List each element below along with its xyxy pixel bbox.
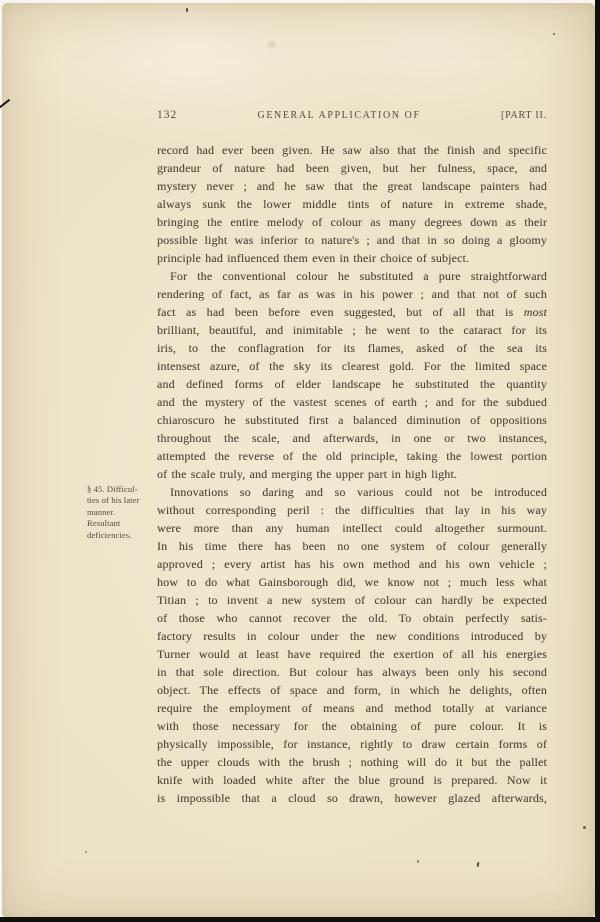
text-segment: intensest azure, of the sky its clearest gold. For the limited space	[157, 359, 547, 373]
text-segment: iris, to the conflagration for its flames, asked of the sea its	[157, 341, 547, 355]
text-line	[157, 501, 547, 519]
text-segment: without corresponding peril : the difficulties that lay in his way	[157, 503, 547, 517]
text-segment: chiaroscuro he substituted first a balanced diminution of oppositions	[157, 413, 547, 427]
text-segment: For the conventional colour he substituted a pure straightforward	[170, 269, 547, 283]
text-segment: approved ; every artist has his own method and his own vehicle ;	[157, 557, 547, 571]
text-line	[157, 411, 547, 429]
text-segment: brilliant, beautiful, and inimitable ; he went to the cataract for its	[157, 323, 547, 337]
text-segment: of the scale truly, and merging the upper part in high light.	[157, 467, 458, 481]
text-segment: in that sole direction. But colour has always been only his second	[157, 665, 547, 679]
text-segment: Titian ; to invent a new system of colour can hardly be expected	[157, 593, 547, 607]
text-line	[157, 339, 547, 357]
text-line	[157, 249, 547, 267]
page-number: 132	[157, 109, 178, 121]
text-segment: and the mystery of the vastest scenes of earth ; and for the subdued	[157, 395, 547, 409]
text-segment: attempted the reverse of the old principle, taking the lowest portion	[157, 449, 547, 463]
text-line	[157, 465, 547, 483]
margin-note-line: ties of his later	[87, 495, 140, 506]
text-line	[157, 771, 547, 789]
margin-note	[87, 484, 155, 541]
text-line	[157, 789, 547, 807]
text-segment: always sunk the lower middle tints of nature in extreme shade,	[157, 197, 547, 211]
text-line	[157, 321, 547, 339]
text-line	[157, 285, 547, 303]
text-line	[157, 195, 547, 213]
text-segment: is impossible that a cloud so drawn, however glazed afterwards,	[157, 791, 547, 805]
text-segment: fact as had been before even suggested, but of all that is	[157, 305, 524, 319]
running-header-title: GENERAL APPLICATION OF	[257, 110, 421, 121]
scan-edge-bottom	[0, 917, 600, 922]
text-line	[157, 375, 547, 393]
text-line	[157, 447, 547, 465]
text-segment: with those necessary for the obtaining of pure colour. It is	[157, 719, 547, 733]
text-segment: how to do what Gainsborough did, we know not ; much less what	[157, 575, 547, 589]
margin-note-line: deficiencies.	[87, 529, 132, 540]
text-line	[157, 717, 547, 735]
text-segment: bringing the entire melody of colour as many degrees down as their	[157, 215, 547, 229]
text-segment: possible light was inferior to nature's ; and that in so doing a gloomy	[157, 233, 547, 247]
text-line	[157, 537, 547, 555]
scan-edge-right	[595, 0, 600, 922]
margin-note-line: manner.	[87, 506, 116, 517]
text-segment: and defined forms of elder landscape he substituted the quantity	[157, 377, 547, 391]
italic-text: most	[523, 305, 547, 319]
text-segment: factory results in colour under the new conditions introduced by	[157, 629, 547, 643]
text-segment: knife with loaded white after the blue ground is prepared. Now it	[157, 773, 547, 787]
text-line	[157, 609, 547, 627]
text-segment: were more than any human intellect could altogether surmount.	[157, 521, 547, 535]
text-segment: record had ever been given. He saw also that the finish and specific	[157, 143, 547, 157]
text-line	[157, 267, 547, 285]
running-header-row	[157, 109, 547, 121]
text-line	[157, 591, 547, 609]
part-label: [PART II.	[500, 110, 547, 121]
text-segment: principle had influenced them even in their choice of subject.	[157, 251, 470, 265]
text-segment: throughout the scale, and afterwards, in one or two instances,	[157, 431, 547, 445]
text-segment: Turner would at least have required the exertion of all his energies	[157, 647, 547, 661]
text-segment: Innovations so daring and so various could not be introduced	[170, 485, 547, 499]
text-line	[157, 357, 547, 375]
text-line	[157, 159, 547, 177]
margin-note-line: § 45. Difficul-	[87, 484, 138, 494]
text-segment: the upper clouds with the brush ; nothing will do it but the pallet	[157, 755, 547, 769]
text-segment: object. The effects of space and form, in which he delights, often	[157, 683, 547, 697]
body-text	[157, 141, 547, 807]
text-segment: mystery never ; and he saw that the great landscape painters had	[157, 179, 547, 193]
text-line	[157, 573, 547, 591]
text-segment: In his time there has been no one system of colour generally	[157, 539, 547, 553]
text-line	[157, 663, 547, 681]
text-segment: require the employment of means and method totally at variance	[157, 701, 547, 715]
text-line	[157, 429, 547, 447]
text-line	[157, 681, 547, 699]
text-line	[157, 645, 547, 663]
text-line	[157, 213, 547, 231]
text-line	[157, 735, 547, 753]
text-line	[157, 393, 547, 411]
text-line	[157, 519, 547, 537]
margin-note-line: Resultant	[87, 518, 121, 529]
text-line	[157, 231, 547, 249]
text-segment: rendering of fact, as far as was in his power ; and that not of such	[157, 287, 547, 301]
text-line	[157, 141, 547, 159]
text-line	[157, 177, 547, 195]
text-line	[157, 753, 547, 771]
text-segment: grandeur of nature had been given, but her fulness, space, and	[157, 161, 547, 175]
text-segment: physically impossible, for instance, rightly to draw certain forms of	[157, 737, 547, 751]
text-line	[157, 483, 547, 501]
text-line	[157, 627, 547, 645]
text-line	[157, 555, 547, 573]
text-segment: of those who cannot recover the old. To obtain perfectly satis-	[157, 611, 547, 625]
text-line	[157, 303, 547, 321]
text-line	[157, 699, 547, 717]
